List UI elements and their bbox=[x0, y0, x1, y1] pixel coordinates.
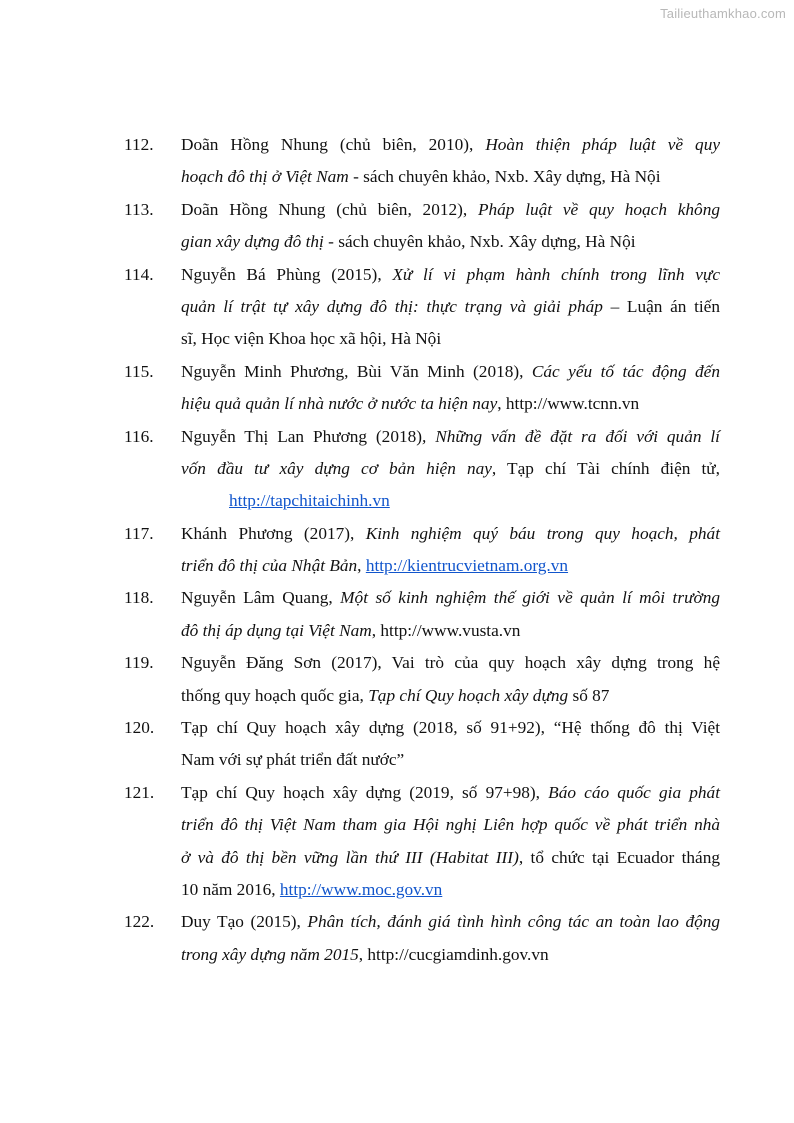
reference-title-italic: trong xây dựng năm 2015 bbox=[181, 944, 359, 964]
reference-text: , http://www.tcnn.vn bbox=[497, 394, 640, 414]
reference-text: Tạp chí Quy hoạch xây dựng (2018, số 91+92), “Hệ thống đô thị Việt bbox=[181, 718, 720, 738]
reference-text: – Luận án tiến bbox=[602, 296, 720, 316]
reference-title-italic: Một số kinh nghiệm thế giới về quản lí môi trường bbox=[340, 588, 721, 608]
reference-number: 120. bbox=[124, 718, 155, 738]
reference-line bbox=[181, 226, 720, 258]
reference-text: - sách chuyên khảo, Nxb. Xây dựng, Hà Nội bbox=[348, 167, 661, 187]
reference-line bbox=[181, 712, 720, 744]
reference-text: số 87 bbox=[568, 685, 610, 705]
reference-line bbox=[181, 259, 720, 291]
reference-title-italic: Các yếu tố tác động đến bbox=[531, 361, 720, 381]
reference-entry bbox=[124, 712, 720, 777]
reference-text: Nguyễn Bá Phùng (2015), bbox=[181, 264, 393, 284]
reference-text: , tổ chức tại Ecuador tháng bbox=[518, 847, 720, 867]
reference-line bbox=[181, 874, 720, 906]
reference-entry bbox=[124, 518, 720, 583]
reference-title-italic: ở và đô thị bền vững lần thứ III (Habitat III) bbox=[181, 847, 519, 867]
reference-entry bbox=[124, 906, 720, 971]
reference-title-italic: Pháp luật về quy hoạch không bbox=[477, 199, 720, 219]
reference-text: , http://www.vusta.vn bbox=[371, 620, 521, 640]
reference-line bbox=[181, 906, 720, 938]
reference-entry bbox=[124, 356, 720, 421]
reference-text: Nguyễn Lâm Quang, bbox=[181, 588, 341, 608]
reference-text: Doãn Hồng Nhung (chủ biên, 2010), bbox=[181, 135, 486, 154]
reference-text: , bbox=[357, 556, 366, 576]
reference-line bbox=[181, 550, 720, 582]
reference-entry bbox=[124, 129, 720, 194]
reference-link[interactable]: http://tapchitaichinh.vn bbox=[229, 491, 390, 511]
reference-link[interactable]: http://www.moc.gov.vn bbox=[279, 879, 443, 899]
reference-line bbox=[181, 388, 720, 420]
reference-line bbox=[181, 356, 720, 388]
reference-text: Tạp chí Quy hoạch xây dựng (2019, số 97+98), bbox=[181, 782, 549, 802]
reference-line bbox=[181, 680, 720, 712]
reference-text: 10 năm 2016, bbox=[181, 879, 280, 899]
reference-title-italic: Kinh nghiệm quý báu trong quy hoạch, phát bbox=[365, 523, 720, 543]
reference-line bbox=[181, 421, 720, 453]
reference-number: 112. bbox=[124, 135, 154, 154]
reference-title-italic: Hoàn thiện pháp luật về quy bbox=[485, 135, 721, 154]
reference-line bbox=[181, 744, 720, 776]
reference-title-italic: gian xây dựng đô thị bbox=[181, 232, 324, 252]
reference-line bbox=[181, 194, 720, 226]
reference-number: 116. bbox=[124, 426, 154, 446]
reference-text: Nguyễn Thị Lan Phương (2018) bbox=[181, 426, 422, 446]
reference-number: 122. bbox=[124, 912, 155, 932]
reference-title-italic: Tạp chí Quy hoạch xây dựng bbox=[368, 685, 569, 705]
watermark: Tailieuthamkhao.com bbox=[660, 6, 786, 21]
reference-entry bbox=[124, 259, 720, 356]
reference-number: 115. bbox=[124, 361, 154, 381]
reference-title-italic: vốn đầu tư xây dựng cơ bản hiện nay bbox=[181, 458, 492, 478]
reference-entry bbox=[124, 777, 720, 907]
reference-text: Doãn Hồng Nhung (chủ biên, 2012), bbox=[181, 199, 478, 219]
reference-entry bbox=[124, 647, 720, 712]
reference-line bbox=[181, 323, 720, 355]
reference-line bbox=[181, 842, 720, 874]
reference-text: Nguyễn Minh Phương, Bùi Văn Minh (2018), bbox=[181, 361, 532, 381]
reference-list bbox=[124, 129, 720, 971]
reference-line bbox=[181, 453, 720, 485]
reference-line bbox=[181, 161, 720, 193]
reference-text: sĩ, Học viện Khoa học xã hội, Hà Nội bbox=[181, 329, 442, 349]
reference-title-italic: hoạch đô thị ở Việt Nam bbox=[181, 167, 349, 187]
reference-text: thống quy hoạch quốc gia, bbox=[181, 685, 369, 705]
reference-link[interactable]: http://kientrucvietnam.org.vn bbox=[365, 556, 569, 576]
reference-number: 118. bbox=[124, 588, 154, 608]
reference-entry bbox=[124, 582, 720, 647]
reference-text: , http://cucgiamdinh.gov.vn bbox=[358, 944, 549, 964]
reference-title-italic: hiệu quả quản lí nhà nước ở nước ta hiện nay bbox=[181, 394, 498, 414]
reference-text: Khánh Phương (2017), bbox=[181, 523, 366, 543]
reference-number: 121. bbox=[124, 782, 155, 802]
reference-text: - sách chuyên khảo, Nxb. Xây dựng, Hà Nội bbox=[323, 232, 636, 252]
reference-line bbox=[181, 518, 720, 550]
reference-line bbox=[181, 615, 720, 647]
reference-text: Nguyễn Đăng Sơn (2017), Vai trò của quy hoạch xây dựng trong hệ bbox=[181, 653, 720, 673]
reference-number: 114. bbox=[124, 264, 154, 284]
reference-line bbox=[229, 485, 720, 517]
reference-text: Duy Tạo (2015), bbox=[181, 912, 308, 932]
reference-line bbox=[181, 129, 720, 161]
reference-line bbox=[181, 777, 720, 809]
reference-title-italic: triển đô thị Việt Nam tham gia Hội nghị Liên hợp quốc về phát triển nhà bbox=[181, 815, 720, 835]
reference-title-italic: Báo cáo quốc gia phát bbox=[548, 782, 720, 802]
reference-title-italic: Xử lí vi phạm hành chính trong lĩnh vực bbox=[392, 264, 720, 284]
reference-entry bbox=[124, 421, 720, 518]
reference-title-italic: đô thị áp dụng tại Việt Nam bbox=[181, 620, 372, 640]
reference-text: , Tạp chí Tài chính điện tử, bbox=[491, 458, 720, 478]
reference-number: 119. bbox=[124, 653, 154, 673]
reference-title-italic: , Những vấn đề đặt ra đối với quản lí bbox=[422, 426, 720, 446]
reference-line bbox=[181, 809, 720, 841]
reference-line bbox=[181, 647, 720, 679]
reference-entry bbox=[124, 194, 720, 259]
reference-title-italic: Phân tích, đánh giá tình hình công tác an toàn lao động bbox=[307, 912, 721, 932]
reference-number: 113. bbox=[124, 199, 154, 219]
reference-title-italic: triển đô thị của Nhật Bản bbox=[181, 556, 358, 576]
reference-text: Nam với sự phát triển đất nước” bbox=[181, 750, 405, 770]
reference-line bbox=[181, 582, 720, 614]
reference-number: 117. bbox=[124, 523, 154, 543]
reference-title-italic: quản lí trật tự xây dựng đô thị: thực trạng và giải pháp bbox=[181, 296, 603, 316]
reference-line bbox=[181, 939, 720, 971]
reference-line bbox=[181, 291, 720, 323]
